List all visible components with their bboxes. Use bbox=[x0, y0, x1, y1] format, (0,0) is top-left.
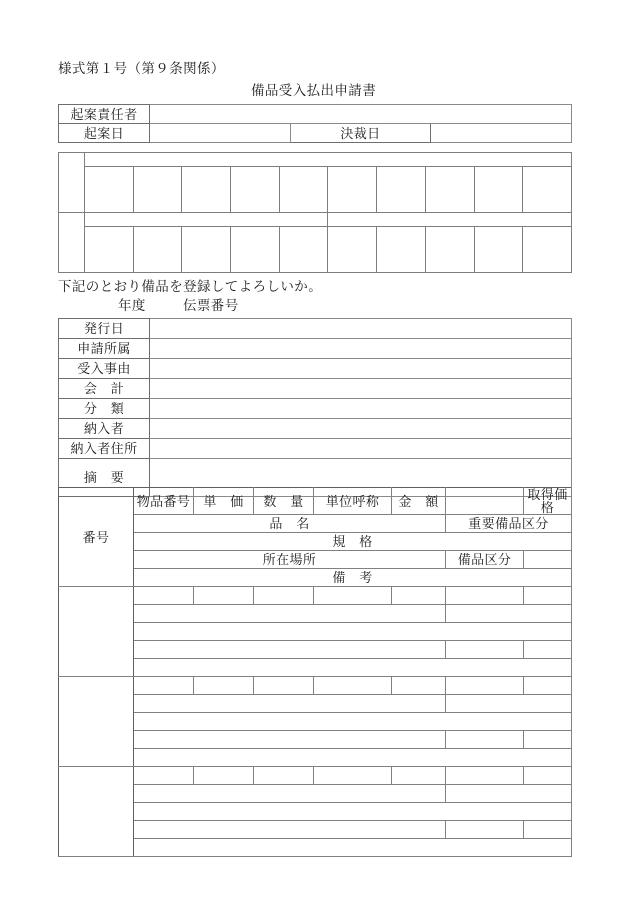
item-spare-cell[interactable] bbox=[446, 677, 524, 695]
item-item-number-cell[interactable] bbox=[134, 587, 194, 605]
item-important-class-cell[interactable] bbox=[446, 605, 572, 623]
header-quantity: 数 量 bbox=[254, 488, 314, 515]
seal-box[interactable] bbox=[231, 167, 280, 213]
summary-value[interactable] bbox=[150, 359, 572, 379]
item-number-cell[interactable] bbox=[59, 767, 134, 857]
item-spare-cell[interactable] bbox=[446, 767, 524, 785]
item-product-name-cell[interactable] bbox=[134, 605, 446, 623]
drafter-label: 起案責任者 bbox=[59, 105, 150, 124]
header-product-name: 品 名 bbox=[134, 515, 446, 533]
seal-index-cell bbox=[59, 213, 85, 273]
summary-label: 会 計 bbox=[59, 379, 150, 399]
table-row bbox=[59, 105, 572, 124]
item-amount-cell[interactable] bbox=[392, 677, 446, 695]
draft-date-value[interactable] bbox=[150, 124, 291, 143]
slip-number-label: 伝票番号 bbox=[183, 298, 239, 313]
item-entry-row bbox=[59, 785, 572, 803]
header-unit-name: 単位呼称 bbox=[314, 488, 392, 515]
item-entry-row bbox=[59, 767, 572, 785]
document-title: 備品受入払出申請書 bbox=[251, 83, 377, 98]
approval-seal-grid bbox=[58, 152, 572, 273]
item-important-class-cell[interactable] bbox=[446, 695, 572, 713]
seal-title-strip bbox=[85, 153, 572, 167]
summary-label: 受入事由 bbox=[59, 359, 150, 379]
seal-box-row bbox=[59, 227, 572, 273]
header-unit-price: 単 価 bbox=[194, 488, 254, 515]
seal-title-strip bbox=[85, 213, 328, 227]
items-header-row bbox=[59, 569, 572, 587]
summary-value[interactable] bbox=[150, 439, 572, 459]
seal-box[interactable] bbox=[231, 227, 280, 273]
item-acquisition-price-cell[interactable] bbox=[524, 767, 572, 785]
item-remarks-cell[interactable] bbox=[134, 749, 572, 767]
item-quantity-cell[interactable] bbox=[254, 677, 314, 695]
draft-date-label: 起案日 bbox=[59, 124, 150, 143]
seal-strip-row bbox=[59, 153, 572, 167]
seal-box[interactable] bbox=[523, 227, 572, 273]
item-specification-cell[interactable] bbox=[134, 623, 572, 641]
seal-box[interactable] bbox=[182, 167, 231, 213]
item-acquisition-price-cell[interactable] bbox=[524, 587, 572, 605]
items-header-row bbox=[59, 515, 572, 533]
form-number-label: 様式第１号（第９条関係） bbox=[58, 61, 225, 76]
seal-box[interactable] bbox=[328, 167, 377, 213]
seal-box[interactable] bbox=[425, 227, 474, 273]
item-acquisition-price-cell[interactable] bbox=[524, 677, 572, 695]
item-entry-row bbox=[59, 605, 572, 623]
header-acquisition-price: 取得価格 bbox=[524, 488, 572, 515]
item-location-cell[interactable] bbox=[134, 731, 446, 749]
header-equipment-class-value bbox=[524, 551, 572, 569]
summary-value[interactable] bbox=[150, 319, 572, 339]
item-equipment-class-value-cell[interactable] bbox=[524, 641, 572, 659]
item-unit-name-cell[interactable] bbox=[314, 677, 392, 695]
summary-label: 発行日 bbox=[59, 319, 150, 339]
seal-strip-row bbox=[59, 213, 572, 227]
items-number-header: 番号 bbox=[59, 488, 134, 587]
item-entry-row bbox=[59, 803, 572, 821]
item-unit-price-cell[interactable] bbox=[194, 767, 254, 785]
item-item-number-cell[interactable] bbox=[134, 767, 194, 785]
item-entry-row bbox=[59, 587, 572, 605]
item-entry-row bbox=[59, 731, 572, 749]
seal-box[interactable] bbox=[279, 167, 328, 213]
summary-table bbox=[58, 318, 572, 497]
seal-box[interactable] bbox=[85, 227, 134, 273]
seal-box[interactable] bbox=[133, 167, 182, 213]
table-row bbox=[59, 379, 572, 399]
seal-index-cell bbox=[59, 153, 85, 213]
summary-label: 申請所属 bbox=[59, 339, 150, 359]
summary-label: 分 類 bbox=[59, 399, 150, 419]
header-spare bbox=[446, 488, 524, 515]
header-specification: 規 格 bbox=[134, 533, 572, 551]
table-row bbox=[59, 399, 572, 419]
table-row bbox=[59, 339, 572, 359]
item-unit-name-cell[interactable] bbox=[314, 767, 392, 785]
items-header-row bbox=[59, 533, 572, 551]
item-entry-row bbox=[59, 677, 572, 695]
item-amount-cell[interactable] bbox=[392, 587, 446, 605]
seal-title-strip bbox=[328, 213, 572, 227]
approval-date-label: 決裁日 bbox=[290, 124, 431, 143]
summary-label: 納入者 bbox=[59, 419, 150, 439]
header-location: 所在場所 bbox=[134, 551, 446, 569]
table-row bbox=[59, 439, 572, 459]
summary-value[interactable] bbox=[150, 379, 572, 399]
seal-box[interactable] bbox=[279, 227, 328, 273]
drafter-value[interactable] bbox=[150, 105, 572, 124]
item-specification-cell[interactable] bbox=[134, 713, 572, 731]
seal-box[interactable] bbox=[377, 167, 426, 213]
item-quantity-cell[interactable] bbox=[254, 767, 314, 785]
summary-value[interactable] bbox=[150, 419, 572, 439]
item-unit-price-cell[interactable] bbox=[194, 587, 254, 605]
table-row bbox=[59, 124, 572, 143]
item-equipment-class-value-cell[interactable] bbox=[524, 821, 572, 839]
item-remarks-cell[interactable] bbox=[134, 659, 572, 677]
table-row bbox=[59, 359, 572, 379]
table-row bbox=[59, 419, 572, 439]
approval-date-value[interactable] bbox=[431, 124, 572, 143]
summary-label: 摘 要 bbox=[59, 459, 150, 497]
item-unit-name-cell[interactable] bbox=[314, 587, 392, 605]
item-number-cell[interactable] bbox=[59, 587, 134, 677]
header-remarks: 備 考 bbox=[134, 569, 572, 587]
item-amount-cell[interactable] bbox=[392, 767, 446, 785]
item-entry-row bbox=[59, 695, 572, 713]
seal-box[interactable] bbox=[377, 227, 426, 273]
seal-box[interactable] bbox=[474, 167, 523, 213]
item-location-cell[interactable] bbox=[134, 641, 446, 659]
items-header-row bbox=[59, 551, 572, 569]
item-product-name-cell[interactable] bbox=[134, 695, 446, 713]
header-item-number: 物品番号 bbox=[134, 488, 194, 515]
summary-value[interactable] bbox=[150, 399, 572, 419]
item-entry-row bbox=[59, 713, 572, 731]
seal-box[interactable] bbox=[133, 227, 182, 273]
item-quantity-cell[interactable] bbox=[254, 587, 314, 605]
fiscal-year-label: 年度 bbox=[118, 298, 146, 313]
header-equipment-class: 備品区分 bbox=[446, 551, 524, 569]
item-unit-price-cell[interactable] bbox=[194, 677, 254, 695]
item-location-cell[interactable] bbox=[134, 821, 446, 839]
seal-box[interactable] bbox=[182, 227, 231, 273]
item-item-number-cell[interactable] bbox=[134, 677, 194, 695]
seal-box-row bbox=[59, 167, 572, 213]
seal-box[interactable] bbox=[425, 167, 474, 213]
table-row bbox=[59, 319, 572, 339]
item-equipment-class-cell[interactable] bbox=[446, 821, 524, 839]
seal-box[interactable] bbox=[523, 167, 572, 213]
header-important-class: 重要備品区分 bbox=[446, 515, 572, 533]
item-entry-row bbox=[59, 659, 572, 677]
item-product-name-cell[interactable] bbox=[134, 785, 446, 803]
item-entry-row bbox=[59, 623, 572, 641]
item-equipment-class-cell[interactable] bbox=[446, 731, 524, 749]
summary-label: 納入者住所 bbox=[59, 439, 150, 459]
item-equipment-class-value-cell[interactable] bbox=[524, 731, 572, 749]
item-remarks-cell[interactable] bbox=[134, 839, 572, 857]
item-important-class-cell[interactable] bbox=[446, 785, 572, 803]
item-spare-cell[interactable] bbox=[446, 587, 524, 605]
item-number-cell[interactable] bbox=[59, 677, 134, 767]
summary-value[interactable] bbox=[150, 339, 572, 359]
confirmation-note: 下記のとおり備品を登録してよろしいか。 bbox=[58, 279, 323, 294]
item-equipment-class-cell[interactable] bbox=[446, 641, 524, 659]
approval-table bbox=[58, 104, 572, 143]
item-entry-row bbox=[59, 821, 572, 839]
header-amount: 金 額 bbox=[392, 488, 446, 515]
seal-box[interactable] bbox=[474, 227, 523, 273]
seal-box[interactable] bbox=[85, 167, 134, 213]
items-header-row bbox=[59, 488, 572, 515]
item-entry-row bbox=[59, 839, 572, 857]
items-table bbox=[58, 487, 572, 857]
seal-box[interactable] bbox=[328, 227, 377, 273]
item-entry-row bbox=[59, 749, 572, 767]
item-specification-cell[interactable] bbox=[134, 803, 572, 821]
item-entry-row bbox=[59, 641, 572, 659]
